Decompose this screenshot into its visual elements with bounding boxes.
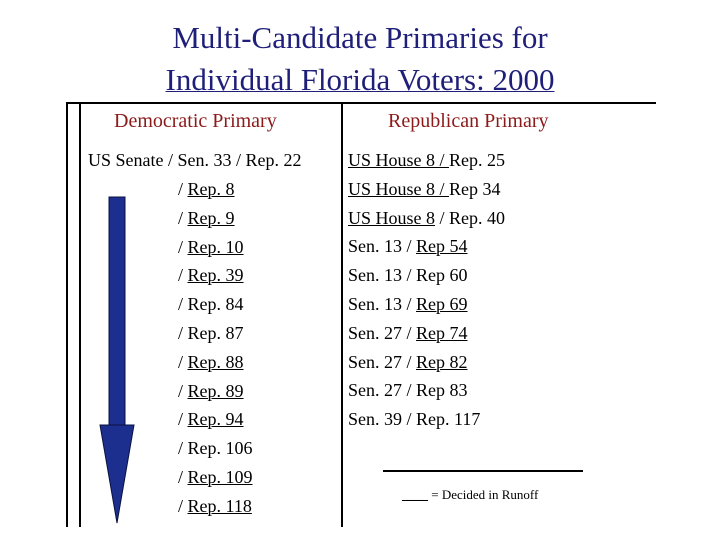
republican-row xyxy=(348,150,505,170)
row-separator: / xyxy=(178,294,188,315)
row-part-a: Sen. 27 / xyxy=(348,322,417,343)
democratic-row xyxy=(178,467,253,487)
republican-row xyxy=(348,179,501,199)
slide-title-line2 xyxy=(0,60,720,100)
row-separator: / xyxy=(178,495,188,516)
table-left-border-inner xyxy=(79,102,81,527)
democratic-row xyxy=(178,208,235,228)
table-left-border-outer xyxy=(66,102,68,527)
slide-title-line1: Multi-Candidate Primaries for xyxy=(172,20,548,55)
row-part-b: Rep 34 xyxy=(449,178,501,199)
row-part-a: Sen. 27 / Rep 83 xyxy=(348,380,468,401)
democratic-row xyxy=(178,352,244,372)
legend-blank: ____ xyxy=(402,487,428,502)
slide-title-line2-text: Individual Florida Voters: 2000 xyxy=(165,62,555,97)
legend-rule xyxy=(383,470,583,472)
down-arrow-icon xyxy=(99,196,139,526)
row-label: Rep. 84 xyxy=(187,294,244,315)
row-label: Rep. 106 xyxy=(187,438,253,459)
republican-header: Republican Primary xyxy=(388,110,549,132)
democratic-row xyxy=(178,381,244,401)
row-label: Rep. 8 xyxy=(187,179,235,199)
republican-row xyxy=(348,208,505,228)
democratic-row xyxy=(178,438,253,458)
row-separator: / xyxy=(178,380,188,401)
democratic-row xyxy=(178,265,244,285)
republican-row xyxy=(348,352,468,372)
row-part-a: Sen. 13 / xyxy=(348,294,417,314)
row-label: Rep. 9 xyxy=(187,207,235,228)
row-part-a: Sen. 27 / xyxy=(348,351,417,372)
row-part-b: Rep 54 xyxy=(416,236,468,257)
row-label: Rep. 39 xyxy=(187,265,244,286)
democratic-row xyxy=(178,409,244,429)
democratic-row xyxy=(178,323,244,343)
republican-row xyxy=(348,294,468,314)
democratic-row xyxy=(178,496,252,516)
democratic-row xyxy=(178,294,244,314)
republican-row xyxy=(348,409,480,429)
row-label: Rep. 88 xyxy=(187,351,244,372)
democratic-row: US Senate / Sen. 33 / Rep. 22 xyxy=(88,150,302,170)
republican-row xyxy=(348,380,468,400)
row-part-a: US House 8 / xyxy=(348,150,450,170)
legend-text: = Decided in Runoff xyxy=(428,487,539,502)
row-part-a: Sen. 13 / xyxy=(348,236,417,257)
democratic-header: Democratic Primary xyxy=(114,110,277,132)
table-top-border xyxy=(66,102,656,104)
republican-row xyxy=(348,323,468,343)
row-label: Rep. 89 xyxy=(187,380,244,401)
republican-row xyxy=(348,236,468,256)
row-separator: / xyxy=(178,207,188,228)
democratic-row xyxy=(178,237,244,257)
row-separator: / xyxy=(178,438,188,459)
row-separator: / xyxy=(178,351,188,372)
row-separator: / xyxy=(178,467,188,487)
row-part-b: Rep 69 xyxy=(416,294,468,314)
row-label: Rep. 87 xyxy=(187,323,244,343)
row-separator: / xyxy=(178,409,188,430)
legend xyxy=(402,487,538,503)
row-part-a: US House 8 / xyxy=(348,178,450,199)
democratic-row xyxy=(178,179,235,199)
row-separator: / xyxy=(178,265,188,286)
table-column-divider xyxy=(341,102,343,527)
row-separator: / xyxy=(178,323,188,343)
row-part-b: Rep 74 xyxy=(416,322,468,343)
row-part-b: Rep 82 xyxy=(416,351,468,372)
row-label: Rep. 10 xyxy=(187,236,244,257)
row-label: Rep. 94 xyxy=(187,409,244,430)
row-part-a: Sen. 13 / Rep 60 xyxy=(348,265,468,286)
row-part-a: Sen. 39 / Rep. 117 xyxy=(348,409,481,430)
row-part-b: Rep. 25 xyxy=(449,150,506,170)
republican-row xyxy=(348,265,468,285)
row-separator: / xyxy=(178,236,188,257)
row-label: Rep. 109 xyxy=(187,467,253,487)
row-label: Rep. 118 xyxy=(187,495,252,516)
row-separator: / xyxy=(178,179,188,199)
row-part-a: US House 8 xyxy=(348,207,436,228)
row-part-b: / Rep. 40 xyxy=(435,207,506,228)
